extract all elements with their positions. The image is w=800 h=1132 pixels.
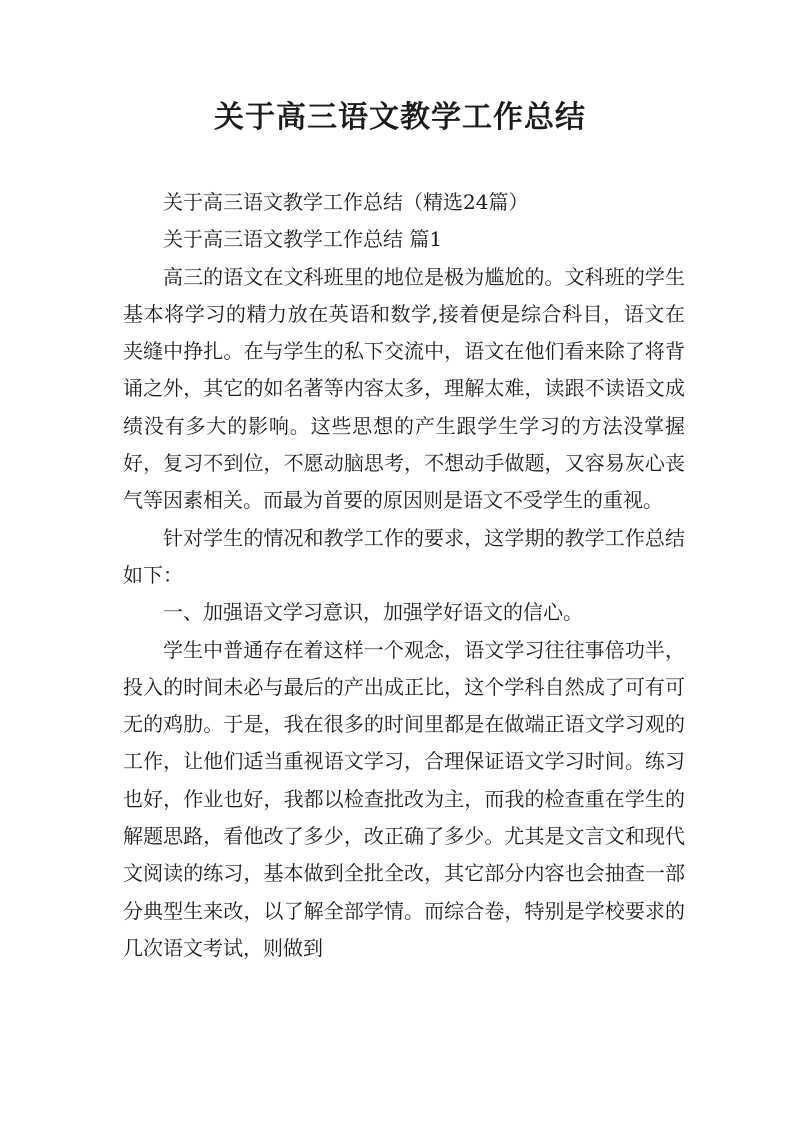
paragraph-subtitle: 关于高三语文教学工作总结（精选24篇） (163, 190, 529, 214)
paragraph-section-heading: 关于高三语文教学工作总结 篇1 (163, 227, 443, 252)
paragraph: 高三的语文在文科班里的地位是极为尴尬的。文科班的学生基本将学习的精力放在英语和数学,接着便是综合科目，语文在夹缝中挣扎。在与学生的私下交流中，语文在他们看来除了将背诵之外，其它的如名著等内容太多，理解太难，读跟不读语文成绩没有多大的影响。这些思想的产生跟学生学习的方法没掌握好，复习不到位，不愿动脑思考，不想动手做题，又容易灰心丧气等因素相关。而最为首要的原因则是语文不受学生的重视。 (123, 264, 685, 513)
paragraph: 学生中普通存在着这样一个观念，语文学习往往事倍功半，投入的时间未必与最后的产出成正比，这个学科自然成了可有可无的鸡肋。于是，我在很多的时间里都是在做端正语文学习观的工作，让他们适当重视语文学习，合理保证语文学习时间。练习也好，作业也好，我都以检查批改为主，而我的检查重在学生的解题思路，看他改了多少，改正确了多少。尤其是文言文和现代文阅读的练习，基本做到全批全改，其它部分内容也会抽查一部分典型生来改，以了解全部学情。而综合卷，特别是学校要求的几次语文考试，则做到 (123, 637, 685, 960)
document-body (123, 184, 685, 967)
document-title: 关于高三语文教学工作总结 (214, 100, 586, 135)
paragraph-point-heading: 一、加强语文学习意识，加强学好语文的信心。 (163, 600, 583, 625)
paragraph: 针对学生的情况和教学工作的要求，这学期的教学工作总结如下： (123, 525, 685, 587)
